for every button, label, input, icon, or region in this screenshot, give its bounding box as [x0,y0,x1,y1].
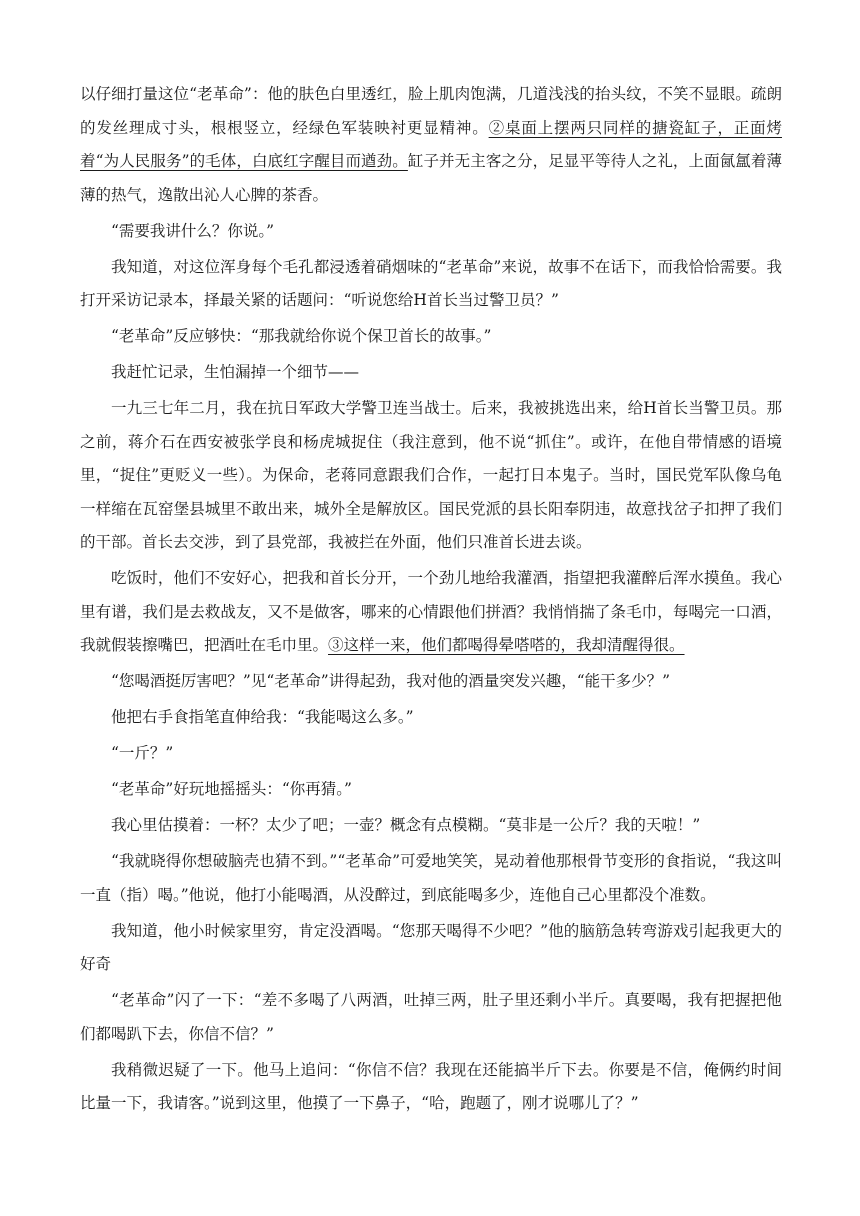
document-body [80,78,782,1123]
paragraph-10: “一斤？” [111,744,174,762]
paragraph-11: “老革命”好玩地摇摇头：“你再猜。” [111,780,352,798]
paragraph-1 [80,78,782,212]
paragraph-6: 一九三七年二月，我在抗日军政大学警卫连当战士。后来，我被挑选出来，给H首长当警卫员。那之前，蒋介石在西安被张学良和杨虎城捉住（我注意到，他不说“抓住”。或许，在他自带情感的语境里，“捉住”更贬义一些）。为保命，老蒋同意跟我们合作，一起打日本鬼子。当时，国民党军队像乌龟一样缩在瓦窑堡县城里不敢出来，城外全是解放区。国民党派的县长阳奉阴违，故意找岔子扣押了我们的干部。首长去交涉，到了县党部，我被拦在外面，他们只准首长进去谈。 [80,399,782,551]
paragraph-4: “老革命”反应够快：“那我就给你说个保卫首长的故事。” [111,327,492,345]
paragraph-8: “您喝酒挺厉害吧？”见“老革命”讲得起劲，我对他的酒量突发兴趣，“能干多少？” [111,672,671,690]
paragraph-7 [80,562,782,663]
paragraph-15: “老革命”闪了一下：“差不多喝了八两酒，吐掉三两，肚子里还剩小半斤。真要喝，我有把握把他们都喝趴下去，你信不信？” [80,991,782,1043]
paragraph-3: 我知道，对这位浑身每个毛孔都浸透着硝烟味的“老革命”来说，故事不在话下，而我恰恰需要。我打开采访记录本，择最关紧的话题问：“听说您给H首长当过警卫员？” [80,257,782,309]
paragraph-1-text-b: 缸子并无主客之分，足显平等待人之礼，上面氤氲着薄薄的热气，逸散出沁人心脾的茶香。 [80,152,782,204]
paragraph-1-text-a: 以仔细打量这位“老革命”：他的肤色白里透红，脸上肌肉饱满，几道浅浅的抬头纹，不笑不显眼。疏朗的发丝理成寸头，根根竖立，经绿色军装映衬更显精神。 [80,85,782,137]
paragraph-12: 我心里估摸着：一杯？太少了吧；一壶？概念有点模糊。“莫非是一公斤？我的天啦！” [111,816,701,834]
paragraph-5: 我赶忙记录，生怕漏掉一个细节—— [111,363,360,381]
paragraph-7-text: 吃饭时，他们不安好心，把我和首长分开，一个劲儿地给我灌酒，指望把我灌醉后浑水摸鱼。我心里有谱，我们是去救战友，又不是做客，哪来的心情跟他们拼酒？我悄悄揣了条毛巾，每喝完一口酒，我就假装擦嘴巴，把酒吐在毛巾里。 [80,569,782,654]
paragraph-9: 他把右手食指笔直伸给我：“我能喝这么多。” [111,708,414,726]
underlined-sentence-3: ③这样一来，他们都喝得晕嗒嗒的，我却清醒得很。 [328,636,685,654]
paragraph-16: 我稍微迟疑了一下。他马上追问：“你信不信？我现在还能搞半斤下去。你要是不信，俺俩约时间比量一下，我请客。”说到这里，他摸了一下鼻子，“哈，跑题了，刚才说哪儿了？” [80,1060,782,1112]
underlined-sentence-2: ②桌面上摆两只同样的搪瓷缸子，正面烤着“为人民服务”的毛体，白底红字醒目而遒劲。 [80,118,782,170]
paragraph-14: 我知道，他小时候家里穷，肯定没酒喝。“您那天喝得不少吧？”他的脑筋急转弯游戏引起我更大的好奇 [80,921,782,973]
paragraph-2: “需要我讲什么？你说。” [111,221,275,240]
paragraph-13: “我就晓得你想破脑壳也猜不到。”“老革命”可爱地笑笑，晃动着他那根骨节变形的食指说，“我这叫一直（指）喝。”他说，他打小能喝酒，从没醉过，到底能喝多少，连他自己心里都没个准数。 [80,852,782,904]
